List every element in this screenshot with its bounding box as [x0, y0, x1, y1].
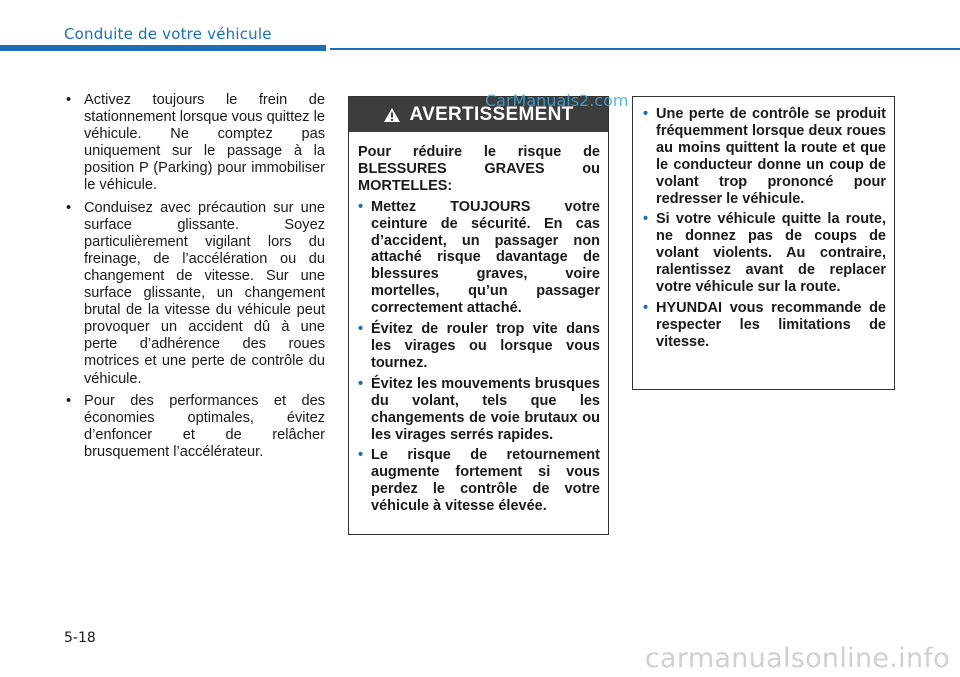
bullet: • [358, 198, 364, 215]
warning-item [358, 199, 600, 317]
bullet: • [643, 106, 649, 122]
warning-intro: Pour réduire le risque de BLESSURES GRAVES ou MORTELLES: [358, 144, 600, 194]
header-rule-thick [0, 45, 326, 51]
list-item [64, 393, 325, 461]
warning-item [358, 321, 600, 372]
bullet: • [66, 392, 72, 409]
bullet: • [358, 321, 364, 338]
watermark-carmanuals2: CarManuals2.com [485, 91, 629, 110]
info-item [643, 211, 886, 296]
warning-item-text: Le risque de retournement augmente fortement si vous perdez le contrôle de votre véhicule à vitesse élevée. [371, 447, 600, 515]
info-item-text: HYUNDAI vous recommande de respecter les limitations de vitesse. [656, 299, 886, 350]
watermark-carmanualsonline: carmanualsonline.info [644, 643, 950, 674]
info-item [643, 106, 886, 207]
warning-triangle-icon [383, 107, 401, 123]
info-item-text: Si votre véhicule quitte la route, ne donnez pas de coups de volant violents. Au contraire, ralentissez avant de replacer votre véhicule sur la route. [656, 211, 886, 296]
warning-box [348, 96, 609, 535]
warning-item-text: Évitez les mouvements brusques du volant, tels que les changements de voie brutaux ou les virages serrés rapides. [371, 375, 600, 443]
section-title: Conduite de votre véhicule [64, 25, 272, 43]
warning-item-text: Évitez de rouler trop vite dans les virages ou lorsque vous tournez. [371, 321, 600, 371]
warning-item [358, 447, 600, 515]
warning-item-text: Mettez TOUJOURS votre ceinture de sécurité. En cas d’accident, un passager non attaché risque davantage de blessures graves, voire mortelles, qu’un passager correctement attaché. [371, 198, 600, 317]
bullet: • [358, 375, 364, 392]
left-column [64, 92, 325, 466]
list-item [64, 92, 325, 195]
bullet: • [358, 447, 364, 464]
list-item [64, 200, 325, 388]
bullet: • [643, 299, 649, 316]
warning-item [358, 376, 600, 444]
header-rule-thin [330, 48, 960, 50]
info-item-text: Une perte de contrôle se produit fréquemment lorsque deux roues au moins quittent la route et que le conducteur donne un coup de volant trop prononcé pour redresser le véhicule. [656, 106, 886, 207]
list-item-text: Pour des performances et des économies optimales, évitez d’enfoncer et de relâcher brusquement l’accélérateur. [84, 392, 325, 460]
info-box [632, 96, 895, 390]
bullet: • [66, 199, 72, 216]
list-item-text: Activez toujours le frein de stationnement lorsque vous quittez le véhicule. Ne comptez pas uniquement sur le passage à la position P (Parking) pour immobiliser le véhicule. [84, 92, 325, 194]
bullet: • [643, 211, 649, 228]
page-number: 5-18 [64, 630, 96, 646]
bullet: • [66, 92, 72, 108]
warning-title: AVERTISSEMENT [409, 103, 574, 125]
warning-body [349, 132, 608, 515]
list-item-text: Conduisez avec précaution sur une surface glissante. Soyez particulièrement vigilant lors du freinage, de l’accélération ou du changement de vitesse. Sur une surface glissante, un changement brutal de la vitesse du véhicule peut provoquer un accident dû à une perte d’adhérence des roues motrices et une perte de contrôle du véhicule. [84, 199, 325, 387]
info-item [643, 300, 886, 351]
